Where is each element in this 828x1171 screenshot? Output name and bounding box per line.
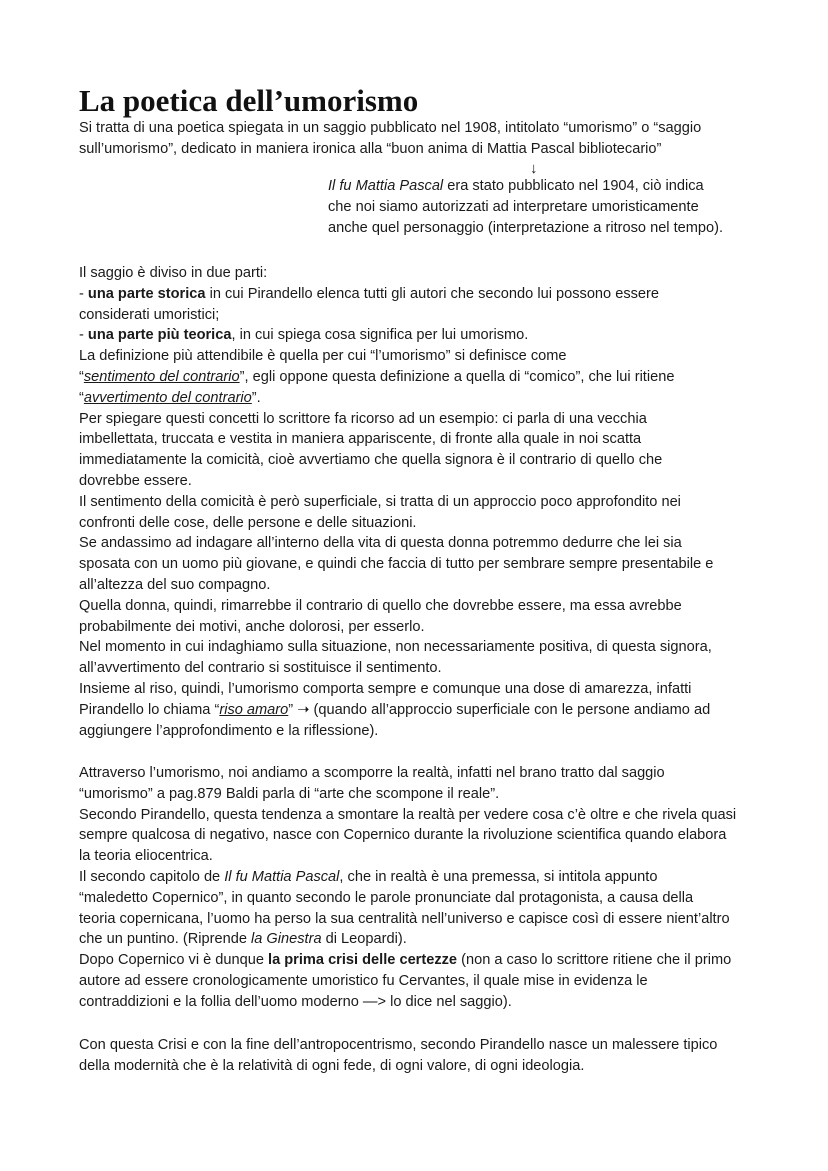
text-line: che un puntino. (Riprende la Ginestra di Leopardi). (79, 931, 407, 948)
text-line: all’altezza del suo compagno. (79, 576, 271, 593)
list-item: - una parte storica in cui Pirandello elenca tutti gli autori che secondo lui possono essere (79, 285, 660, 302)
text-line: della modernità che è la relatività di ogni fede, di ogni valore, di ogni ideologia. (79, 1057, 585, 1074)
bold-term: una parte più teorica (87, 327, 232, 344)
conclusion-section (79, 1035, 759, 1077)
bold-term: la prima crisi delle certezze (268, 952, 458, 969)
text-line: Dopo Copernico vi è dunque la prima crisi delle certezze (non a caso lo scrittore ritiene che il primo (79, 952, 732, 969)
book-title: la Ginestra (251, 931, 322, 948)
text-line: contraddizioni e la follia dell’uomo moderno —> lo dice nel saggio). (79, 993, 512, 1010)
text-line: “sentimento del contrario”, egli oppone questa definizione a quella di “comico”, che lui ritiene (79, 368, 675, 385)
note-line: Il fu Mattia Pascal era stato pubblicato nel 1904, ciò indica (328, 178, 704, 194)
emphasis-term: avvertimento del contrario (83, 389, 252, 406)
text-line: imbellettata, truccata e vestita in maniera appariscente, di fronte alla quale in noi scatta (79, 431, 642, 448)
text-line: aggiungere l’approfondimento e la riflessione). (79, 722, 379, 739)
intro-paragraph (79, 118, 759, 160)
text-line: autore ad essere cronologicamente umoristico fu Cervantes, il quale mise in evidenza le (79, 972, 648, 989)
text-line: Per spiegare questi concetti lo scrittore fa ricorso ad un esempio: ci parla di una vecchia (79, 410, 647, 427)
text-line: Nel momento in cui indaghiamo sulla situazione, non necessariamente positiva, di questa signora, (79, 639, 712, 656)
book-title: Il fu Mattia Pascal (328, 178, 444, 194)
emphasis-term: riso amaro (219, 701, 289, 718)
emphasis-term: sentimento del contrario (83, 368, 240, 385)
list-item: - una parte più teorica, in cui spiega cosa significa per lui umorismo. (79, 327, 529, 344)
text-line: “avvertimento del contrario”. (79, 389, 261, 406)
text-line: Attraverso l’umorismo, noi andiamo a scomporre la realtà, infatti nel brano tratto dal saggio (79, 765, 665, 781)
note-line: che noi siamo autorizzati ad interpretare umoristicamente (328, 198, 699, 215)
text-line: Pirandello lo chiama “riso amaro” ➝ (quando all’approccio superficiale con le persone andiamo ad (79, 701, 711, 718)
note-line: anche quel personaggio (interpretazione a ritroso nel tempo). (328, 219, 724, 236)
text-line: Il sentimento della comicità è però superficiale, si tratta di un approccio poco approfondito nei (79, 493, 681, 510)
text-line: la teoria eliocentrica. (79, 848, 213, 865)
text-line: considerati umoristici; (79, 306, 220, 323)
text-line: sempre qualcosa di negativo, nasce con Copernico durante la rivoluzione scientifica quando elabora (79, 827, 727, 844)
text-line: dovrebbe essere. (79, 472, 192, 489)
text-line: Se andassimo ad indagare all’interno della vita di questa donna potremmo dedurre che lei sia (79, 535, 682, 552)
page-title: La poetica dell’umorismo (79, 83, 419, 118)
text-line: Secondo Pirandello, questa tendenza a smontare la realtà per vedere cosa c’è oltre e che rivela quasi (79, 806, 737, 823)
intro-line: Si tratta di una poetica spiegata in un saggio pubblicato nel 1908, intitolato “umorismo” o “saggio (79, 120, 702, 136)
text-line: all’avvertimento del contrario si sostituisce il sentimento. (79, 660, 442, 677)
text-line: immediatamente la comicità, cioè avvertiamo che quella signora è il contrario di quello che (79, 452, 663, 469)
text-line: teoria copernicana, l’uomo ha perso la sua centralità nell’universo e capisce così di essere nient’altro (79, 910, 730, 927)
text-line: probabilmente dei motivi, anche dolorosi, per esserlo. (79, 618, 425, 635)
text-line: Quella donna, quindi, rimarrebbe il contrario di quello che dovrebbe essere, ma essa avrebbe (79, 597, 682, 614)
side-note (328, 176, 758, 238)
text-line: confronti delle cose, delle persone e delle situazioni. (79, 514, 417, 531)
text-line: Il secondo capitolo de Il fu Mattia Pascal, che in realtà è una premessa, si intitola appunto (79, 868, 658, 885)
text-line: La definizione più attendibile è quella per cui “l’umorismo” si definisce come (79, 348, 567, 365)
text-line: Insieme al riso, quindi, l’umorismo comporta sempre e comunque una dose di amarezza, infatti (79, 680, 692, 697)
book-title: Il fu Mattia Pascal (224, 868, 340, 885)
text-line: sposata con un uomo più giovane, e quindi che faccia di tutto per sembrare sempre presentabile e (79, 556, 714, 573)
intro-line: sull’umorismo”, dedicato in maniera ironica alla “buon anima di Mattia Pascal bibliotecario” (79, 140, 662, 157)
essay-section (79, 263, 759, 741)
down-arrow-icon: ↓ (530, 160, 538, 177)
bold-term: una parte storica (87, 285, 206, 302)
copernicus-section (79, 763, 759, 1013)
text-line: “umorismo” a pag.879 Baldi parla di “arte che scompone il reale”. (79, 785, 500, 802)
text-line: Con questa Crisi e con la fine dell’antropocentrismo, secondo Pirandello nasce un malessere tipico (79, 1037, 718, 1053)
text-line: “maledetto Copernico”, in quanto secondo le parole pronunciate dal protagonista, a causa della (79, 889, 694, 906)
text-line: Il saggio è diviso in due parti: (79, 265, 268, 281)
